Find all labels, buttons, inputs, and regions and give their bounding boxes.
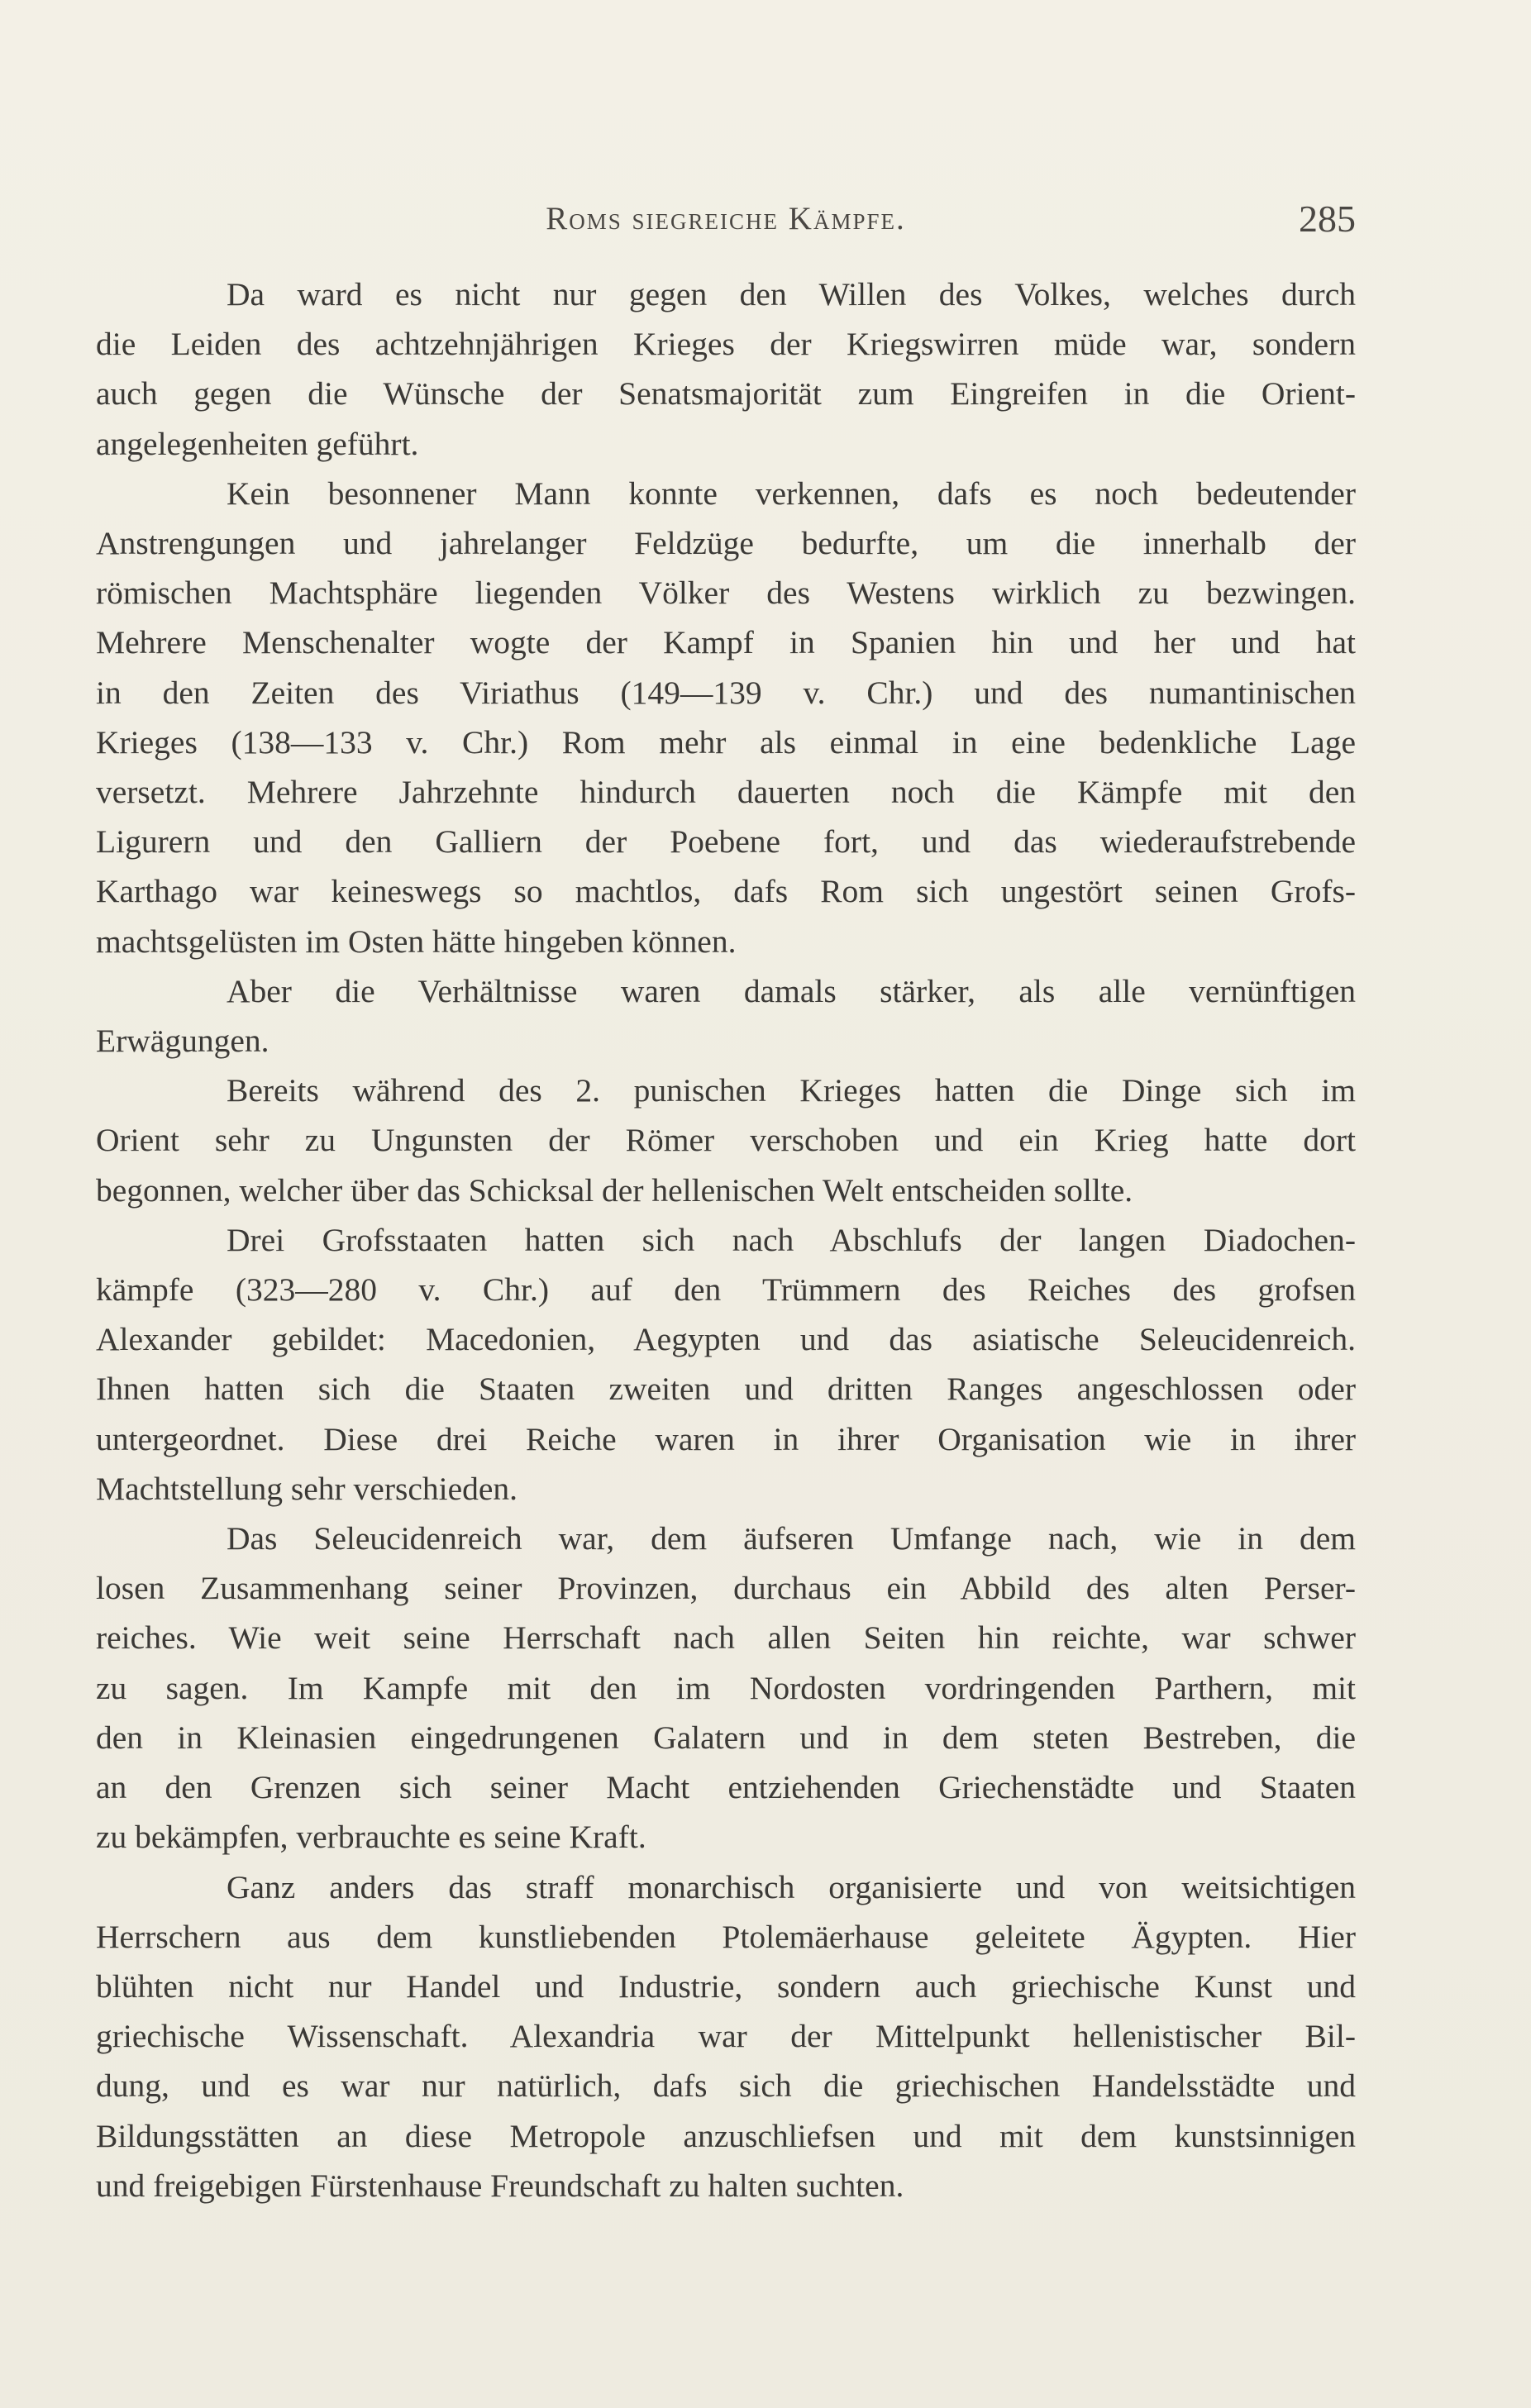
paragraph	[96, 1215, 1356, 1514]
text-line: losen Zusammenhang seiner Provinzen, durchaus ein Abbild des alten Perser-	[96, 1570, 1356, 1607]
text-line: versetzt. Mehrere Jahrzehnte hindurch dauerten noch die Kämpfe mit den	[96, 774, 1356, 811]
text-line: Drei Grofsstaaten hatten sich nach Abschlufs der langen Diadochen-	[227, 1221, 1356, 1258]
page-number: 285	[1299, 198, 1356, 240]
paragraph	[96, 966, 1356, 1066]
text-line: Ligurern und den Galliern der Poebene fort, und das wiederaufstrebende	[96, 823, 1356, 861]
text-line: an den Grenzen sich seiner Macht entziehenden Griechenstädte und Staaten	[96, 1769, 1356, 1806]
text-line: begonnen, welcher über das Schicksal der hellenischen Welt entscheiden sollte.	[96, 1171, 1133, 1209]
text-line: zu sagen. Im Kampfe mit den im Nordosten vordringenden Parthern, mit	[96, 1669, 1356, 1706]
text-line: blühten nicht nur Handel und Industrie, sondern auch griechische Kunst und	[96, 1967, 1356, 2005]
body-text	[96, 269, 1356, 2210]
text-line: untergeordnet. Diese drei Reiche waren in ihrer Organisation wie in ihrer	[96, 1420, 1356, 1457]
text-line: griechische Wissenschaft. Alexandria war der Mittelpunkt hellenistischer Bil-	[96, 2018, 1356, 2055]
text-line: reiches. Wie weit seine Herrschaft nach allen Seiten hin reichte, war schwer	[96, 1619, 1356, 1657]
text-line: angelegenheiten geführt.	[96, 425, 419, 462]
text-line: in den Zeiten des Viriathus (149—139 v. Chr.) und des numantinischen	[96, 674, 1356, 711]
text-line: Karthago war keineswegs so machtlos, dafs Rom sich ungestört seinen Grofs-	[96, 873, 1356, 910]
text-line: Kein besonnener Mann konnte verkennen, dafs es noch bedeutender	[227, 474, 1356, 512]
text-line: römischen Machtsphäre liegenden Völker des Westens wirklich zu bezwingen.	[96, 575, 1356, 612]
text-line: kämpfe (323—280 v. Chr.) auf den Trümmern des Reiches des grofsen	[96, 1271, 1356, 1309]
text-line: Orient sehr zu Ungunsten der Römer verschoben und ein Krieg hatte dort	[96, 1122, 1356, 1159]
text-line: Erwägungen.	[96, 1023, 269, 1060]
text-line: dung, und es war nur natürlich, dafs sich die griechischen Handelsstädte und	[96, 2067, 1356, 2105]
text-line: Machtstellung sehr verschieden.	[96, 1470, 518, 1507]
text-line: Ganz anders das straff monarchisch organisierte und von weitsichtigen	[227, 1868, 1356, 1905]
paragraph	[96, 1066, 1356, 1215]
text-line: Alexander gebildet: Macedonien, Aegypten und das asiatische Seleucidenreich.	[96, 1321, 1356, 1358]
text-line: Herrschern aus dem kunstliebenden Ptolemäerhause geleitete Ägypten. Hier	[96, 1918, 1356, 1955]
text-line: den in Kleinasien eingedrungenen Galatern und in dem steten Bestreben, die	[96, 1719, 1356, 1756]
text-line: Krieges (138—133 v. Chr.) Rom mehr als einmal in eine bedenkliche Lage	[96, 723, 1356, 761]
text-line: Anstrengungen und jahrelanger Feldzüge bedurfte, um die innerhalb der	[96, 525, 1356, 562]
paragraph	[96, 469, 1356, 966]
text-line: Bereits während des 2. punischen Krieges hatten die Dinge sich im	[227, 1072, 1356, 1109]
paragraph	[96, 269, 1356, 469]
text-line: Mehrere Menschenalter wogte der Kampf in Spanien hin und her und hat	[96, 624, 1356, 661]
paragraph	[96, 1514, 1356, 1862]
text-line: und freigebigen Fürstenhause Freundschaft zu halten suchten.	[96, 2167, 904, 2204]
running-head	[96, 197, 1356, 246]
text-line: zu bekämpfen, verbrauchte es seine Kraft.	[96, 1819, 646, 1856]
text-line: Aber die Verhältnisse waren damals stärker, als alle vernünftigen	[227, 972, 1356, 1009]
text-line: Das Seleucidenreich war, dem äufseren Umfange nach, wie in dem	[227, 1520, 1356, 1557]
text-line: auch gegen die Wünsche der Senatsmajorität zum Eingreifen in die Orient-	[96, 375, 1356, 412]
text-line: Da ward es nicht nur gegen den Willen des Volkes, welches durch	[227, 276, 1356, 312]
text-line: die Leiden des achtzehnjährigen Krieges der Kriegswirren müde war, sondern	[96, 326, 1356, 363]
running-title: Roms siegreiche Kämpfe.	[546, 201, 906, 236]
text-line: Bildungsstätten an diese Metropole anzuschliefsen und mit dem kunstsinnigen	[96, 2117, 1356, 2154]
text-line: Ihnen hatten sich die Staaten zweiten und dritten Ranges angeschlossen oder	[96, 1371, 1356, 1408]
text-line: machtsgelüsten im Osten hätte hingeben können.	[96, 923, 737, 960]
paragraph	[96, 1862, 1356, 2210]
